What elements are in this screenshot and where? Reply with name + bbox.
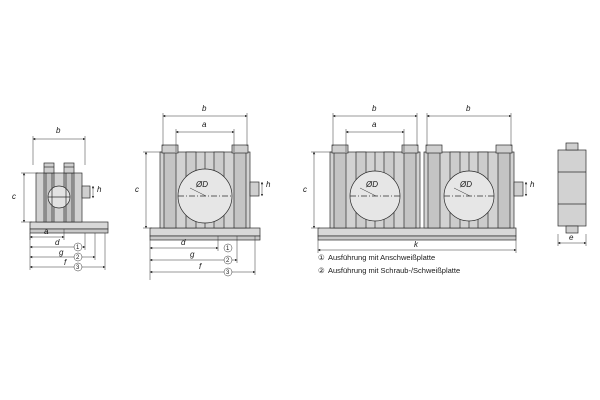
label-a-view1: a <box>44 227 49 236</box>
legend-marker-1: ① <box>318 253 325 262</box>
legend-item-2 <box>318 265 460 276</box>
label-f-view1: f <box>64 258 67 267</box>
label-a-view2: a <box>202 120 207 129</box>
label-d-view1: d <box>55 238 60 247</box>
label-a-left-view3: a <box>372 120 377 129</box>
label-c-view2: c <box>135 185 139 194</box>
callout-3-view2: 3 <box>226 270 230 276</box>
label-b-right-view3: b <box>466 104 471 113</box>
label-g-view1: g <box>59 248 64 257</box>
view-side-left-geometry <box>30 163 108 233</box>
view-side-right-geometry <box>558 143 586 233</box>
legend-text-1: Ausführung mit Anschweißplatte <box>328 253 436 262</box>
callout-2-view1: 2 <box>76 255 80 261</box>
callout-2-view2: 2 <box>226 258 230 264</box>
label-h-view3: h <box>530 180 535 189</box>
label-diameter-left-view3: ØD <box>366 180 378 189</box>
label-e-view4: e <box>569 233 574 242</box>
legend-item-1 <box>318 252 435 263</box>
view-front-single-geometry <box>150 145 260 240</box>
view-front-double-geometry <box>318 145 523 240</box>
label-f-view2: f <box>199 262 202 271</box>
label-k-view3: k <box>414 240 418 249</box>
legend-marker-2: ② <box>318 266 325 275</box>
label-h-view1: h <box>97 185 102 194</box>
label-diameter-right-view3: ØD <box>460 180 472 189</box>
legend-text-2: Ausführung mit Schraub-/Schweißplatte <box>328 266 461 275</box>
callout-3-view1: 3 <box>76 265 80 271</box>
callout-1-view2: 1 <box>226 246 230 252</box>
callout-1-view1: 1 <box>76 245 80 251</box>
label-c-view1: c <box>12 192 16 201</box>
label-d-view2: d <box>181 238 186 247</box>
label-g-view2: g <box>190 250 195 259</box>
label-h-view2: h <box>266 180 271 189</box>
label-b-left-view3: b <box>372 104 377 113</box>
label-b-view2: b <box>202 104 207 113</box>
label-c-view3: c <box>303 185 307 194</box>
label-b-view1: b <box>56 126 61 135</box>
label-diameter-view2: ØD <box>196 180 208 189</box>
